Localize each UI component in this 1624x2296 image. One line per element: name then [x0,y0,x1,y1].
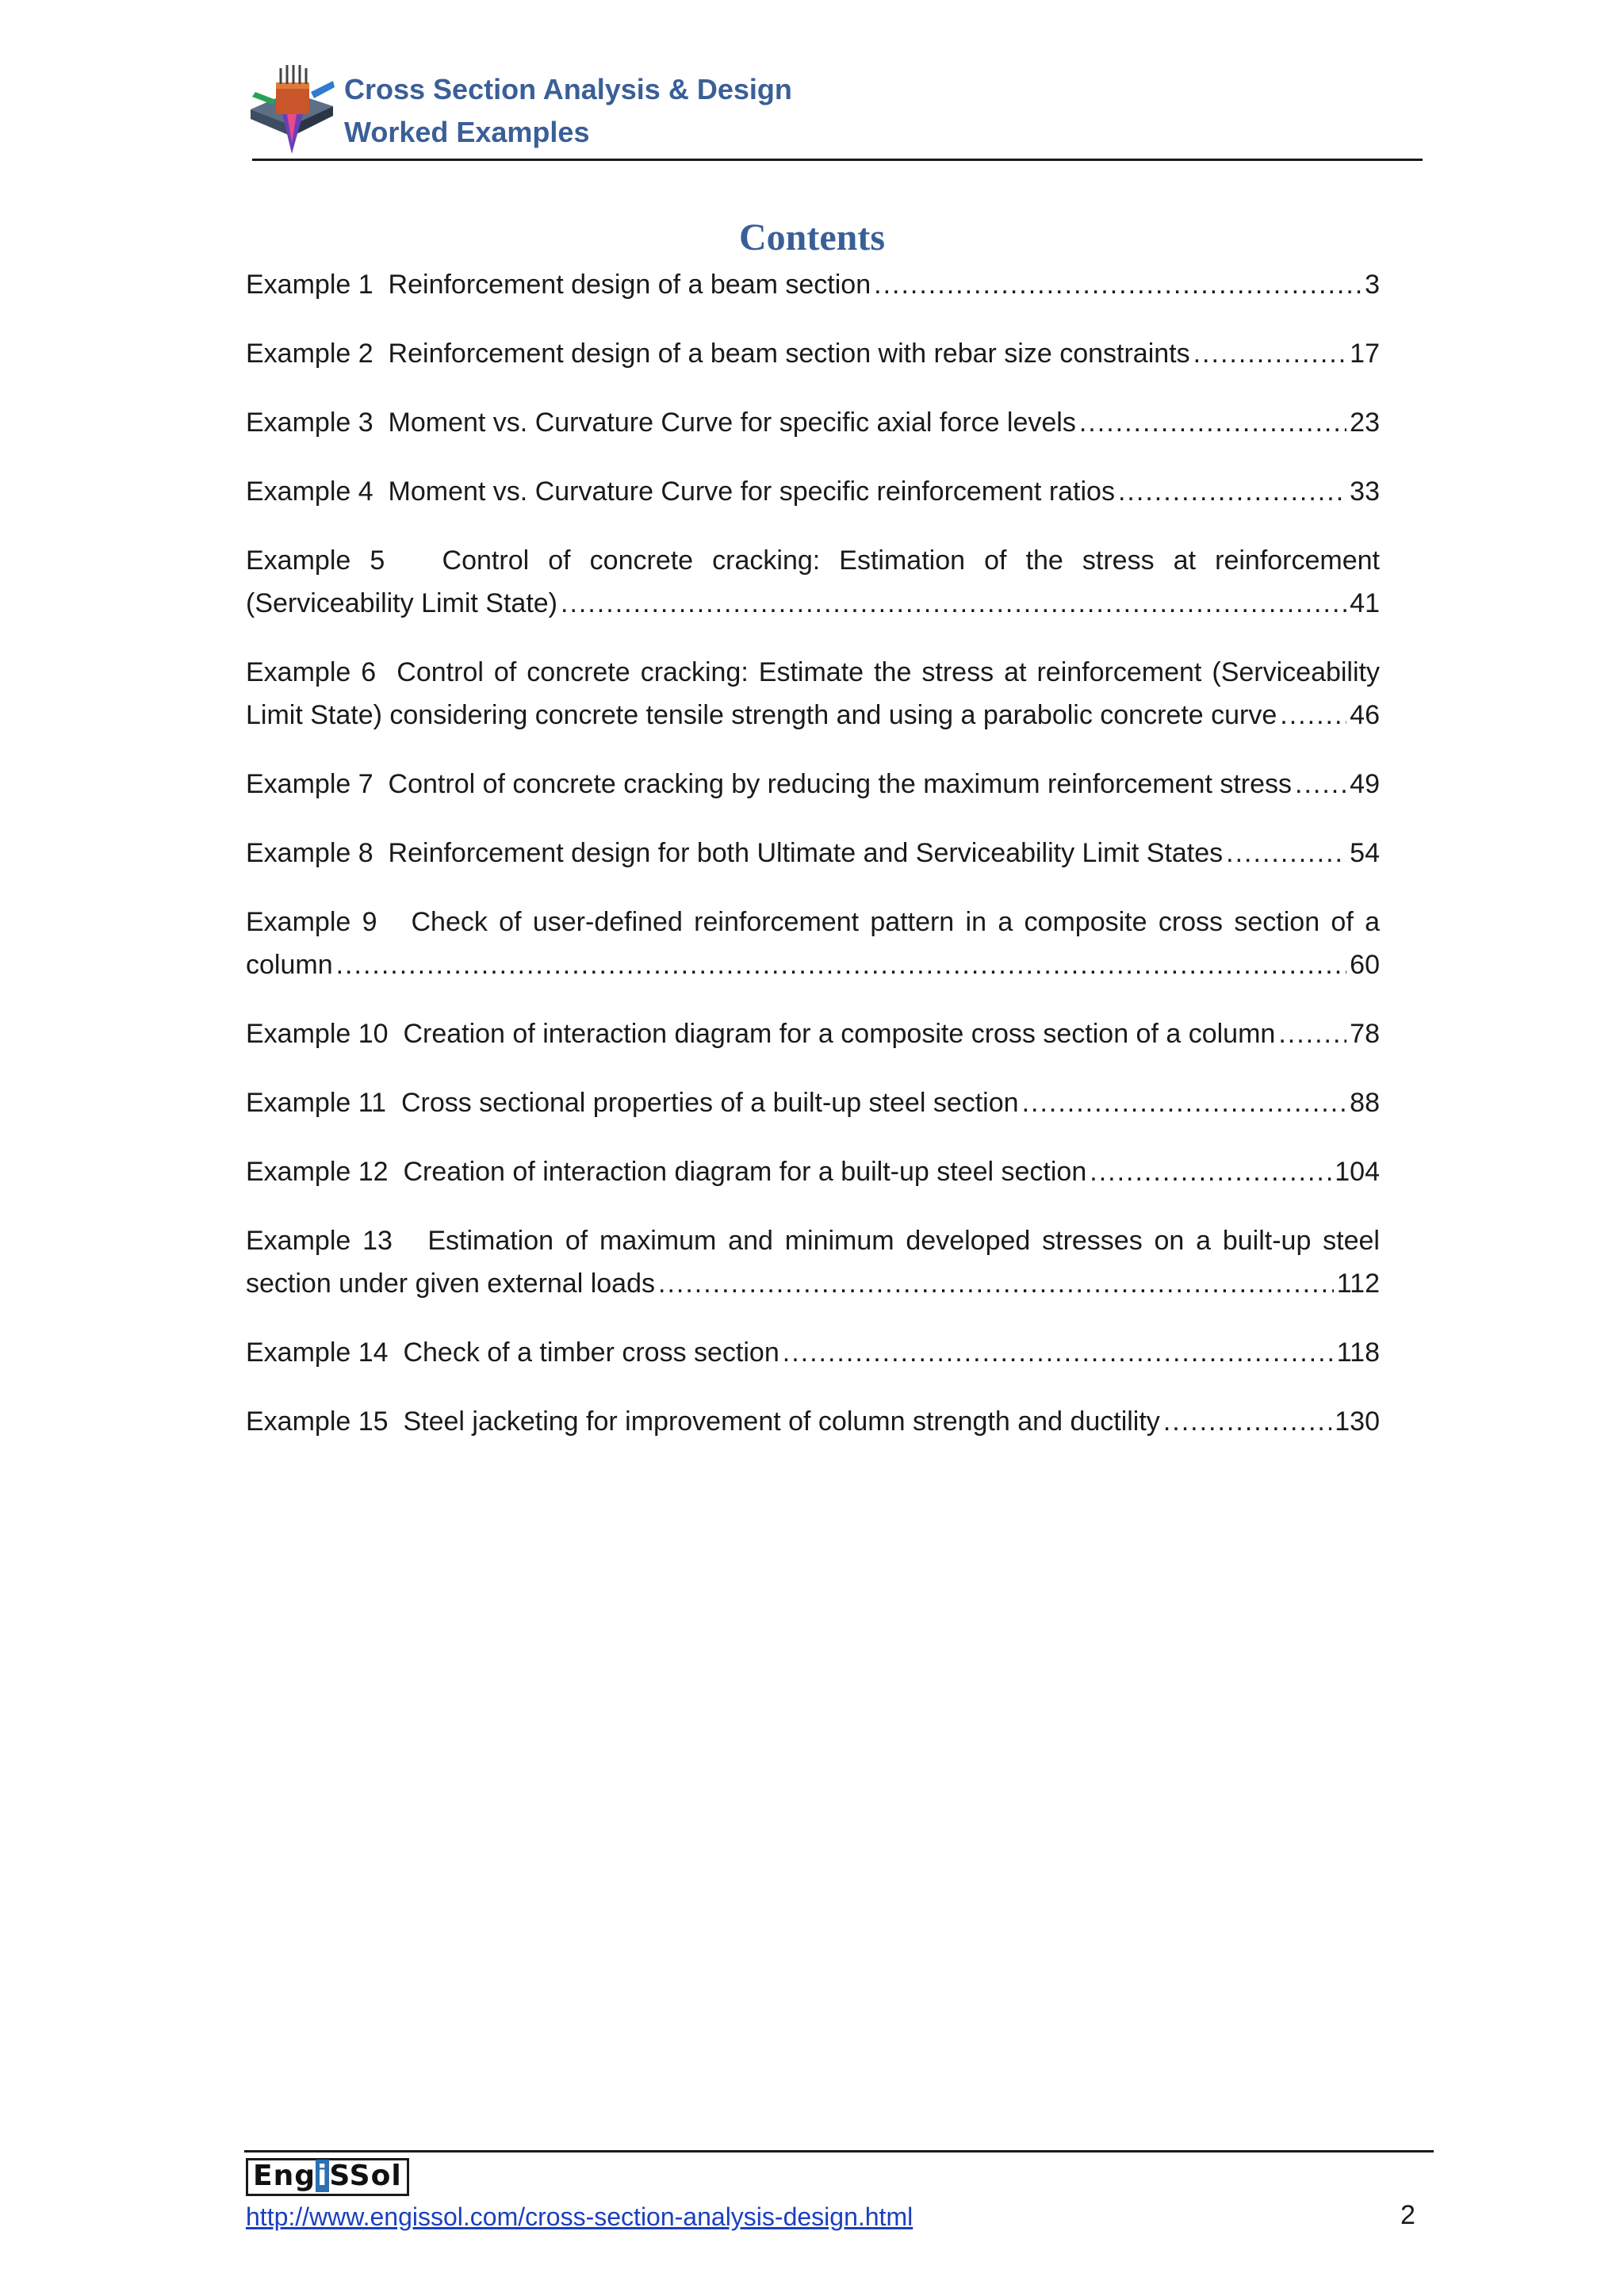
footer-divider [244,2150,1434,2152]
toc-title: Reinforcement design of a beam section with rebar size constraints [388,339,1190,369]
toc-entry-example-4[interactable] [246,470,1380,513]
toc-leader [658,1262,1334,1305]
toc-title: Steel jacketing for improvement of column strength and ductility [403,1406,1160,1437]
toc-page-number: 3 [1365,270,1380,300]
toc-title-line-1: Check of user-defined reinforcement pattern in a composite cross section of a [411,907,1381,937]
toc-leader [1280,694,1346,737]
toc-page-number: 54 [1350,838,1380,868]
toc-page-number: 112 [1336,1269,1380,1299]
toc-label: Example 6 [246,657,377,687]
toc-title-line-1: Control of concrete cracking: Estimation of the stress at reinforcement [442,545,1380,576]
toc-label: Example 8 [246,838,373,868]
header-title: Cross Section Analysis & Design [344,73,792,105]
website-link[interactable]: http://www.engissol.com/cross-section-analysis-design.html [246,2202,914,2231]
toc-label: Example 11 [246,1088,387,1118]
toc-entry-example-1[interactable] [246,263,1380,306]
toc-title: Creation of interaction diagram for a built-up steel section [403,1157,1087,1187]
toc-page-number: 49 [1350,769,1380,799]
toc-title-line-1: Estimation of maximum and minimum developed stresses on a built-up steel [427,1226,1380,1256]
toc-leader [874,263,1362,306]
toc-title: Cross sectional properties of a built-up steel section [400,1088,1019,1118]
toc-entry-example-6[interactable] [246,651,1380,737]
table-of-contents [246,263,1380,1469]
toc-entry-example-14[interactable] [246,1331,1380,1374]
toc-title: Creation of interaction diagram for a composite cross section of a column [403,1019,1276,1049]
page-number: 2 [1400,2200,1415,2230]
toc-label: Example 2 [246,339,373,369]
toc-entry-example-11[interactable] [246,1081,1380,1124]
toc-leader [1090,1150,1331,1193]
toc-leader [1278,1012,1346,1055]
toc-page-number: 104 [1335,1157,1380,1187]
toc-leader [1118,470,1346,513]
toc-label: Example 10 [246,1019,389,1049]
toc-leader [1193,332,1347,375]
toc-entry-example-9[interactable] [246,901,1380,986]
toc-leader [1022,1081,1347,1124]
toc-entry-example-3[interactable] [246,401,1380,444]
toc-title: Check of a timber cross section [403,1337,779,1368]
toc-leader [1226,832,1346,874]
toc-leader [561,582,1346,625]
toc-label: Example 4 [246,476,373,507]
toc-label: Example 13 [246,1226,393,1256]
toc-entry-example-10[interactable] [246,1012,1380,1055]
toc-leader [783,1331,1334,1374]
toc-title-line-2: column [246,950,333,980]
toc-label: Example 14 [246,1337,389,1368]
toc-entry-example-2[interactable] [246,332,1380,375]
toc-entry-example-5[interactable] [246,539,1380,625]
toc-title-line-1: Control of concrete cracking: Estimate the stress at reinforcement (Serviceability [396,657,1380,687]
cross-section-logo-icon [244,60,338,155]
toc-label: Example 12 [246,1157,389,1187]
toc-label: Example 15 [246,1406,389,1437]
header-divider [252,159,1423,161]
toc-entry-example-12[interactable] [246,1150,1380,1193]
toc-title: Reinforcement design for both Ultimate and Serviceability Limit States [388,838,1224,868]
page-title: Contents [738,216,885,258]
toc-title-line-2: (Serviceability Limit State) [246,588,558,618]
toc-entry-example-13[interactable] [246,1219,1380,1305]
toc-label: Example 7 [246,769,373,799]
toc-entry-example-8[interactable] [246,832,1380,874]
toc-leader [1295,763,1346,806]
toc-label: Example 1 [246,270,373,300]
toc-entry-example-7[interactable] [246,763,1380,806]
toc-title: Control of concrete cracking by reducing the maximum reinforcement stress [388,769,1293,799]
toc-leader [1163,1400,1331,1443]
toc-label: Example 5 [246,545,385,576]
header-subtitle: Worked Examples [344,116,590,148]
toc-page-number: 46 [1350,700,1380,730]
toc-page-number: 23 [1350,408,1380,438]
toc-title: Moment vs. Curvature Curve for specific reinforcement ratios [388,476,1115,507]
engissol-logo: EngiSSol [246,2158,409,2196]
toc-page-number: 60 [1350,950,1380,980]
toc-leader [1079,401,1346,444]
toc-page-number: 41 [1350,588,1380,618]
page-header [244,60,1424,160]
toc-page-number: 88 [1350,1088,1380,1118]
toc-page-number: 33 [1350,476,1380,507]
toc-page-number: 118 [1336,1337,1380,1368]
toc-label: Example 3 [246,408,373,438]
toc-page-number: 130 [1335,1406,1380,1437]
toc-label: Example 9 [246,907,377,937]
toc-page-number: 17 [1350,339,1380,369]
toc-title-line-2: Limit State) considering concrete tensile strength and using a parabolic concrete curve [246,700,1277,730]
toc-leader [336,943,1347,986]
toc-entry-example-15[interactable] [246,1400,1380,1443]
toc-title: Reinforcement design of a beam section [388,270,871,300]
toc-title: Moment vs. Curvature Curve for specific axial force levels [388,408,1076,438]
toc-title-line-2: section under given external loads [246,1269,655,1299]
toc-page-number: 78 [1350,1019,1380,1049]
